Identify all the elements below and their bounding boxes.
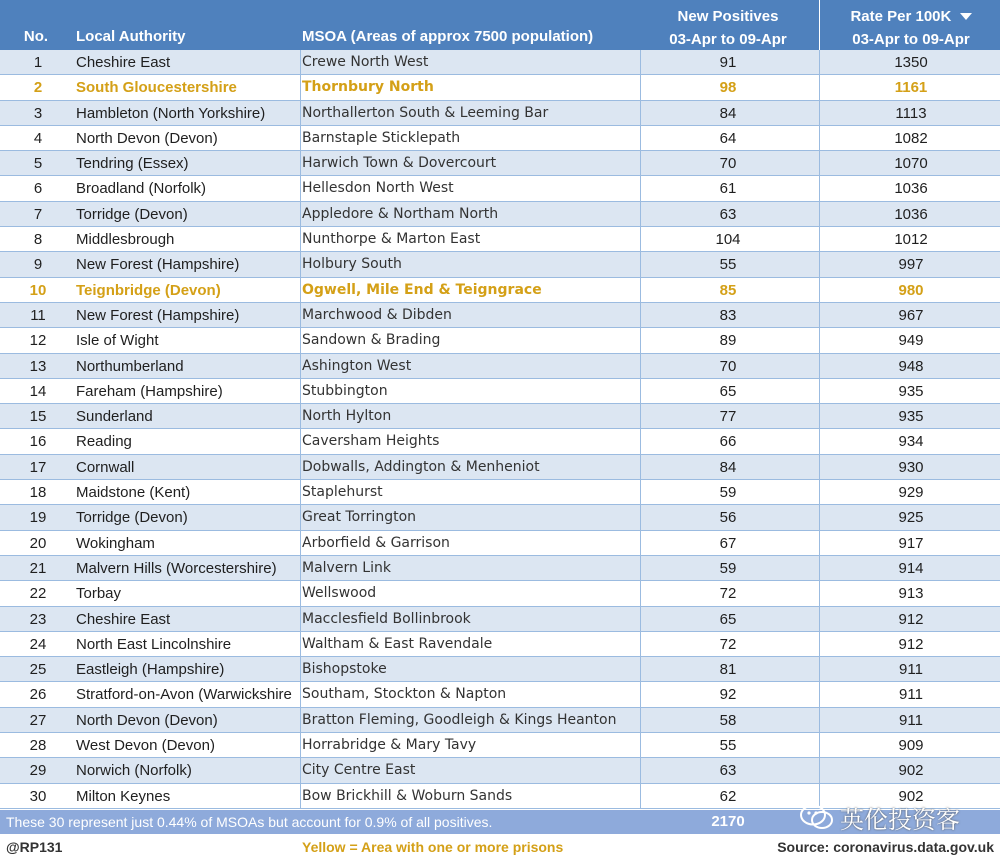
row-number[interactable]: 25 <box>29 661 47 679</box>
new-positives-cell[interactable]: 85 <box>719 281 737 299</box>
rate-cell[interactable]: 911 <box>899 711 923 729</box>
column-divider <box>300 632 301 656</box>
msoa-cell[interactable]: Harwich Town & Dovercourt <box>302 155 497 172</box>
column-divider <box>300 429 301 453</box>
column-divider <box>300 151 301 175</box>
local-authority-cell[interactable]: Maidstone (Kent) <box>76 484 191 502</box>
table-row[interactable] <box>0 151 1000 176</box>
local-authority-cell[interactable]: Isle of Wight <box>76 332 159 350</box>
col-header-local-authority[interactable]: Local Authority <box>76 28 186 45</box>
wechat-icon <box>800 804 834 830</box>
column-divider <box>300 657 301 681</box>
column-divider <box>640 607 641 631</box>
msoa-cell[interactable]: Thornbury North <box>302 79 434 96</box>
row-number[interactable]: 18 <box>29 484 47 502</box>
watermark <box>800 800 960 834</box>
msoa-cell[interactable]: Crewe North West <box>302 54 429 70</box>
local-authority-cell[interactable]: Milton Keynes <box>76 787 171 805</box>
column-divider <box>819 303 820 327</box>
rate-range: 03-Apr to 09-Apr <box>852 31 970 48</box>
msoa-cell[interactable]: Northallerton South & Leeming Bar <box>302 104 549 121</box>
column-divider <box>640 126 641 150</box>
column-divider <box>819 632 820 656</box>
column-divider <box>300 505 301 529</box>
column-divider <box>819 607 820 631</box>
msoa-cell[interactable]: City Centre East <box>302 762 416 779</box>
column-divider <box>640 708 641 732</box>
new-positives-cell[interactable]: 72 <box>719 635 737 653</box>
column-divider <box>640 758 641 782</box>
rate-cell[interactable]: 1036 <box>894 205 928 223</box>
column-divider <box>300 531 301 555</box>
rate-cell[interactable]: 1070 <box>894 155 928 173</box>
row-number[interactable]: 12 <box>29 332 47 350</box>
table-row[interactable] <box>0 657 1000 682</box>
row-number[interactable]: 16 <box>29 433 47 451</box>
new-positives-cell[interactable]: 77 <box>719 408 737 426</box>
column-divider <box>300 784 301 808</box>
msoa-cell[interactable]: Hellesdon North West <box>302 180 454 197</box>
rate-cell[interactable]: 914 <box>898 559 924 577</box>
table-row[interactable] <box>0 556 1000 581</box>
new-positives-cell[interactable]: 104 <box>715 231 741 249</box>
rate-cell[interactable]: 1350 <box>894 54 928 71</box>
new-positives-range: 03-Apr to 09-Apr <box>669 31 787 48</box>
col-header-new-positives[interactable] <box>640 5 816 51</box>
table-row[interactable] <box>0 708 1000 733</box>
author-handle: @RP131 <box>6 839 63 855</box>
rate-cell[interactable]: 902 <box>898 762 924 780</box>
local-authority-cell[interactable]: North Devon (Devon) <box>76 711 218 729</box>
msoa-cell[interactable]: Caversham Heights <box>302 433 440 450</box>
local-authority-cell[interactable]: Norwich (Norfolk) <box>76 762 192 780</box>
column-divider <box>300 75 301 99</box>
msoa-cell[interactable]: Stubbington <box>302 382 388 399</box>
local-authority-cell[interactable]: Torridge (Devon) <box>76 205 188 223</box>
watermark-text: 英伦投资客 <box>840 805 960 834</box>
msoa-cell[interactable]: Sandown & Brading <box>302 332 441 349</box>
new-positives-cell[interactable]: 70 <box>719 155 737 173</box>
column-divider <box>300 50 301 74</box>
column-divider <box>300 758 301 782</box>
row-number[interactable]: 5 <box>33 155 43 173</box>
table-row[interactable] <box>0 303 1000 328</box>
msoa-cell[interactable]: Great Torrington <box>302 509 417 526</box>
source-credit: Source: coronavirus.data.gov.uk <box>777 839 994 855</box>
local-authority-cell[interactable]: South Gloucestershire <box>76 79 237 97</box>
local-authority-cell[interactable]: Torbay <box>76 585 122 603</box>
rate-cell[interactable]: 1161 <box>894 79 928 97</box>
column-divider <box>300 354 301 378</box>
table-row[interactable] <box>0 404 1000 429</box>
local-authority-cell[interactable]: Sunderland <box>76 408 153 426</box>
msoa-cell[interactable]: Ashington West <box>302 357 412 374</box>
row-number[interactable]: 2 <box>33 79 43 97</box>
new-positives-cell[interactable]: 67 <box>719 534 737 552</box>
column-divider <box>640 682 641 706</box>
row-number[interactable]: 30 <box>29 787 47 805</box>
column-divider <box>819 328 820 352</box>
local-authority-cell[interactable]: New Forest (Hampshire) <box>76 306 240 324</box>
row-number[interactable]: 14 <box>29 382 47 400</box>
summary-total: 2170 <box>711 813 745 830</box>
column-divider <box>300 328 301 352</box>
column-divider <box>640 657 641 681</box>
footer <box>0 836 1000 860</box>
row-number[interactable]: 9 <box>33 256 43 274</box>
table-row[interactable] <box>0 379 1000 404</box>
new-positives-cell[interactable]: 61 <box>719 180 737 198</box>
rate-cell[interactable]: 1036 <box>894 180 928 198</box>
msoa-cell[interactable]: Southam, Stockton & Napton <box>302 686 507 703</box>
rate-cell[interactable]: 967 <box>898 306 924 324</box>
column-divider <box>640 556 641 580</box>
table-row[interactable] <box>0 429 1000 454</box>
rate-cell[interactable]: 925 <box>898 509 924 527</box>
row-number[interactable]: 26 <box>29 686 47 704</box>
new-positives-cell[interactable]: 63 <box>719 762 737 780</box>
column-divider <box>819 581 820 605</box>
new-positives-cell[interactable]: 58 <box>719 711 737 729</box>
row-number[interactable]: 29 <box>29 762 47 780</box>
table-row[interactable] <box>0 126 1000 151</box>
table-row[interactable] <box>0 101 1000 126</box>
new-positives-cell[interactable]: 65 <box>719 610 737 628</box>
column-divider <box>640 202 641 226</box>
column-divider <box>640 429 641 453</box>
rate-cell[interactable]: 902 <box>898 787 924 805</box>
local-authority-cell[interactable]: North Devon (Devon) <box>76 129 218 147</box>
row-number[interactable]: 23 <box>29 610 47 628</box>
table-row[interactable] <box>0 733 1000 758</box>
table-row[interactable] <box>0 505 1000 530</box>
msoa-cell[interactable]: Macclesfield Bollinbrook <box>302 610 471 627</box>
rate-label: Rate Per 100K <box>850 8 952 25</box>
rate-cell[interactable]: 935 <box>898 408 924 426</box>
msoa-cell[interactable]: Nunthorpe & Marton East <box>302 231 481 248</box>
column-divider <box>819 278 820 302</box>
msoa-cell[interactable]: Staplehurst <box>302 484 383 501</box>
column-divider <box>300 379 301 403</box>
new-positives-cell[interactable]: 89 <box>719 332 737 350</box>
column-divider <box>819 50 820 74</box>
column-divider <box>819 682 820 706</box>
column-divider <box>640 151 641 175</box>
table-row[interactable] <box>0 531 1000 556</box>
new-positives-cell[interactable]: 56 <box>719 509 737 527</box>
rate-cell[interactable]: 912 <box>898 635 924 653</box>
column-divider <box>300 303 301 327</box>
column-divider <box>819 505 820 529</box>
msoa-cell[interactable]: Marchwood & Dibden <box>302 306 452 323</box>
column-divider <box>819 429 820 453</box>
local-authority-cell[interactable]: Cornwall <box>76 458 135 476</box>
rate-cell[interactable]: 929 <box>898 484 924 502</box>
row-number[interactable]: 4 <box>33 129 43 147</box>
row-number[interactable]: 10 <box>29 281 47 299</box>
new-positives-cell[interactable]: 92 <box>719 686 737 704</box>
local-authority-cell[interactable]: Malvern Hills (Worcestershire) <box>76 559 277 577</box>
msoa-cell[interactable]: Arborfield & Garrison <box>302 534 450 551</box>
column-divider <box>819 101 820 125</box>
column-divider <box>819 227 820 251</box>
column-divider <box>640 328 641 352</box>
rate-cell[interactable]: 997 <box>898 256 924 274</box>
column-divider <box>300 101 301 125</box>
msoa-cell[interactable]: Waltham & East Ravendale <box>302 635 493 652</box>
new-positives-cell[interactable]: 55 <box>719 256 737 274</box>
col-header-no[interactable]: No. <box>23 28 49 45</box>
new-positives-cell[interactable]: 65 <box>719 382 737 400</box>
column-divider <box>640 101 641 125</box>
column-divider <box>300 480 301 504</box>
summary-note: These 30 represent just 0.44% of MSOAs but account for 0.9% of all positives. <box>6 814 493 830</box>
column-divider <box>819 126 820 150</box>
msoa-cell[interactable]: Ogwell, Mile End & Teigngrace <box>302 281 542 298</box>
row-number[interactable]: 20 <box>29 534 47 552</box>
local-authority-cell[interactable]: New Forest (Hampshire) <box>76 256 240 274</box>
new-positives-cell[interactable]: 64 <box>719 129 737 147</box>
msoa-cell[interactable]: Horrabridge & Mary Tavy <box>302 737 477 754</box>
local-authority-cell[interactable]: Hambleton (North Yorkshire) <box>76 104 266 122</box>
rate-cell[interactable]: 935 <box>898 382 924 400</box>
column-divider <box>300 581 301 605</box>
new-positives-label: New Positives <box>677 8 779 25</box>
row-number[interactable]: 28 <box>29 737 47 755</box>
rate-cell[interactable]: 930 <box>898 458 924 476</box>
msoa-cell[interactable]: Wellswood <box>302 585 377 602</box>
new-positives-cell[interactable]: 84 <box>719 104 737 122</box>
table-row[interactable] <box>0 50 1000 75</box>
table-row[interactable] <box>0 632 1000 657</box>
row-number[interactable]: 11 <box>30 306 46 324</box>
column-divider <box>819 252 820 276</box>
local-authority-cell[interactable]: Tendring (Essex) <box>76 155 189 173</box>
local-authority-cell[interactable]: Fareham (Hampshire) <box>76 382 223 400</box>
row-number[interactable]: 6 <box>33 180 43 198</box>
new-positives-cell[interactable]: 55 <box>719 737 737 755</box>
column-divider <box>640 379 641 403</box>
rate-cell[interactable]: 980 <box>898 281 924 299</box>
col-header-rate[interactable] <box>822 5 1000 51</box>
new-positives-cell[interactable]: 83 <box>719 306 737 324</box>
prison-legend: Yellow = Area with one or more prisons <box>302 839 564 855</box>
column-divider <box>640 252 641 276</box>
rate-cell[interactable]: 911 <box>899 661 923 679</box>
msoa-cell[interactable]: Holbury South <box>302 256 402 273</box>
column-divider <box>300 682 301 706</box>
column-divider <box>819 531 820 555</box>
new-positives-cell[interactable]: 81 <box>719 661 737 679</box>
rate-cell[interactable]: 948 <box>898 357 924 375</box>
column-divider <box>300 404 301 428</box>
column-divider <box>300 227 301 251</box>
rate-cell[interactable]: 917 <box>898 534 924 552</box>
row-number[interactable]: 3 <box>33 104 43 122</box>
column-divider <box>819 176 820 200</box>
local-authority-cell[interactable]: West Devon (Devon) <box>76 737 215 755</box>
local-authority-cell[interactable]: Eastleigh (Hampshire) <box>76 661 225 679</box>
new-positives-cell[interactable]: 59 <box>719 559 737 577</box>
msoa-cell[interactable]: Dobwalls, Addington & Menheniot <box>302 458 540 475</box>
table-row[interactable] <box>0 354 1000 379</box>
local-authority-cell[interactable]: Teignbridge (Devon) <box>76 281 221 299</box>
column-divider <box>300 252 301 276</box>
column-divider <box>640 227 641 251</box>
new-positives-cell[interactable]: 98 <box>719 79 737 97</box>
local-authority-cell[interactable]: Northumberland <box>76 357 184 375</box>
column-divider <box>640 50 641 74</box>
column-divider <box>819 708 820 732</box>
rate-cell[interactable]: 909 <box>898 737 924 755</box>
row-number[interactable]: 17 <box>29 458 47 476</box>
rate-cell[interactable]: 949 <box>898 332 924 350</box>
column-divider <box>819 151 820 175</box>
column-divider <box>640 632 641 656</box>
table-row[interactable] <box>0 480 1000 505</box>
column-divider <box>300 708 301 732</box>
table-row[interactable] <box>0 682 1000 707</box>
table-row[interactable] <box>0 176 1000 201</box>
column-divider <box>819 556 820 580</box>
column-divider <box>640 354 641 378</box>
table-row[interactable] <box>0 202 1000 227</box>
column-divider <box>819 354 820 378</box>
new-positives-cell[interactable]: 59 <box>719 484 737 502</box>
new-positives-cell[interactable]: 62 <box>719 787 737 805</box>
row-number[interactable]: 1 <box>33 54 43 71</box>
column-divider <box>300 202 301 226</box>
column-divider <box>300 455 301 479</box>
column-divider <box>300 278 301 302</box>
local-authority-cell[interactable]: Cheshire East <box>76 54 171 71</box>
new-positives-cell[interactable]: 84 <box>719 458 737 476</box>
row-number[interactable]: 19 <box>29 509 47 527</box>
local-authority-cell[interactable]: Stratford-on-Avon (Warwickshire <box>76 686 292 704</box>
column-divider <box>640 176 641 200</box>
rate-cell[interactable]: 1082 <box>894 129 928 147</box>
row-number[interactable]: 15 <box>29 408 47 426</box>
column-divider <box>640 531 641 555</box>
rate-cell[interactable]: 913 <box>898 585 924 603</box>
column-divider <box>819 202 820 226</box>
column-divider <box>640 303 641 327</box>
data-table <box>0 50 1000 809</box>
column-divider <box>640 404 641 428</box>
table-row[interactable] <box>0 278 1000 303</box>
table-row[interactable] <box>0 758 1000 783</box>
column-divider <box>640 505 641 529</box>
msoa-cell[interactable]: Appledore & Northam North <box>302 205 499 222</box>
column-divider <box>640 480 641 504</box>
column-divider <box>300 607 301 631</box>
column-divider <box>819 657 820 681</box>
column-divider <box>819 733 820 757</box>
local-authority-cell[interactable]: Reading <box>76 433 132 451</box>
table-row[interactable] <box>0 227 1000 252</box>
table-row[interactable] <box>0 328 1000 353</box>
table-row[interactable] <box>0 581 1000 606</box>
col-header-msoa[interactable]: MSOA (Areas of approx 7500 population) <box>302 28 594 45</box>
column-divider <box>300 176 301 200</box>
column-divider <box>640 75 641 99</box>
msoa-cell[interactable]: North Hylton <box>302 408 392 425</box>
row-number[interactable]: 7 <box>33 205 43 223</box>
row-number[interactable]: 24 <box>29 635 47 653</box>
new-positives-cell[interactable]: 72 <box>719 585 737 603</box>
msoa-cell[interactable]: Bratton Fleming, Goodleigh & Kings Heanton <box>302 711 617 728</box>
rate-cell[interactable]: 911 <box>899 686 923 704</box>
header-divider <box>819 0 820 50</box>
local-authority-cell[interactable]: North East Lincolnshire <box>76 635 232 653</box>
new-positives-cell[interactable]: 91 <box>719 54 737 71</box>
new-positives-cell[interactable]: 70 <box>719 357 737 375</box>
row-number[interactable]: 21 <box>29 559 47 577</box>
local-authority-cell[interactable]: Broadland (Norfolk) <box>76 180 207 198</box>
msoa-cell[interactable]: Bow Brickhill & Woburn Sands <box>302 787 513 804</box>
new-positives-cell[interactable]: 66 <box>719 433 737 451</box>
column-divider <box>819 758 820 782</box>
table-header <box>0 0 1000 50</box>
local-authority-cell[interactable]: Torridge (Devon) <box>76 509 188 527</box>
row-number[interactable]: 8 <box>33 231 43 249</box>
column-divider <box>640 784 641 808</box>
msoa-cell[interactable]: Malvern Link <box>302 559 391 576</box>
table-row[interactable] <box>0 75 1000 100</box>
msoa-cell[interactable]: Barnstaple Sticklepath <box>302 129 461 146</box>
rate-cell[interactable]: 934 <box>898 433 924 451</box>
column-divider <box>819 404 820 428</box>
sort-desc-icon[interactable] <box>960 13 972 21</box>
local-authority-cell[interactable]: Cheshire East <box>76 610 171 628</box>
row-number[interactable]: 27 <box>29 711 47 729</box>
row-number[interactable]: 13 <box>29 357 47 375</box>
column-divider <box>819 379 820 403</box>
msoa-cell[interactable]: Bishopstoke <box>302 661 387 678</box>
new-positives-cell[interactable]: 63 <box>719 205 737 223</box>
rate-cell[interactable]: 1113 <box>895 104 927 122</box>
column-divider <box>300 733 301 757</box>
table-row[interactable] <box>0 607 1000 632</box>
column-divider <box>300 126 301 150</box>
column-divider <box>640 455 641 479</box>
column-divider <box>819 75 820 99</box>
table-row[interactable] <box>0 252 1000 277</box>
local-authority-cell[interactable]: Wokingham <box>76 534 155 552</box>
local-authority-cell[interactable]: Middlesbrough <box>76 231 175 249</box>
column-divider <box>819 455 820 479</box>
rate-cell[interactable]: 912 <box>898 610 924 628</box>
row-number[interactable]: 22 <box>29 585 47 603</box>
column-divider <box>640 581 641 605</box>
column-divider <box>640 733 641 757</box>
column-divider <box>819 480 820 504</box>
rate-cell[interactable]: 1012 <box>894 231 928 249</box>
table-row[interactable] <box>0 455 1000 480</box>
column-divider <box>640 278 641 302</box>
column-divider <box>300 556 301 580</box>
